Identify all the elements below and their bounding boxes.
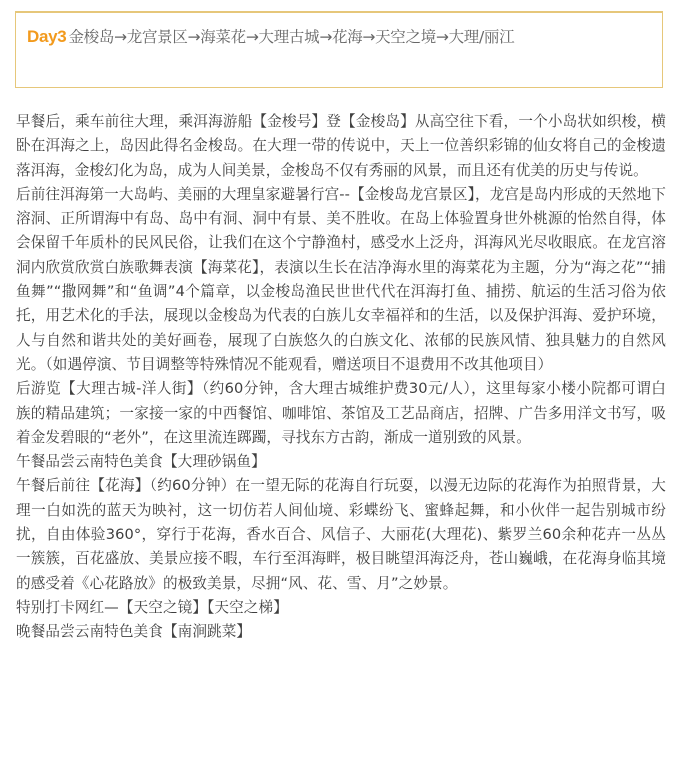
paragraph-dragon-palace: 后前往洱海第一大岛屿、美丽的大理皇家避暑行宫--【金梭岛龙宫景区】，龙宫是岛内形成的天然地下溶洞、正所谓海中有岛、岛中有洞、洞中有景、美不胜收。在岛上体验置身世外桃源的怡然自得，体会保留千年质朴的民风民俗，让我们在这个宁静渔村，感受水上泛舟，洱海风光尽收眼底。在龙宫溶洞内欣赏欣赏白族歌舞表演【海菜花】，表演以生长在洁净海水里的海菜花为主题，分为“海之花”“捕鱼舞”“撒网舞”和“鱼调”4个篇章，以金梭岛渔民世世代代在洱海打鱼、捕捞、航运的生活习俗为依托，用艺术化的手法，展现以金梭岛为代表的白族儿女幸福祥和的生活，以及保护洱海、爱护环境，人与自然和谐共处的美好画卷，展现了白族悠久的白族文化、浓郁的民族风情、独具魅力的自然风光。（如遇停演、节目调整等特殊情况不能观看，赠送项目不退费用不改其他项目） (16, 185, 666, 373)
day-label: Day3 (27, 27, 67, 46)
paragraph-flower-sea: 午餐后前往【花海】（约60分钟）在一望无际的花海自行玩耍，以漫无边际的花海作为拍照背景，大理一白如洗的蓝天为映衬，这一切仿若人间仙境、彩蝶纷飞、蜜蜂起舞，和小伙伴一起告别城市纷扰，自由体验360°，穿行于花海，香水百合、风信子、大丽花(大理花)、紫罗兰60余种花卉一丛丛一簇簇，百花盛放、美景应接不暇，车行至洱海畔，极目眺望洱海泛舟，苍山巍峨，在花海身临其境的感受着《心花路放》的极致美景，尽拥“风、花、雪、月”之妙景。 (16, 477, 666, 592)
day-header-box (15, 11, 663, 88)
paragraph-lunch: 午餐品尝云南特色美食【大理砂锅鱼】 (16, 453, 266, 471)
day-title (27, 27, 514, 47)
day-route: 金梭岛→龙宫景区→海菜花→大理古城→花海→天空之境→大理/丽江 (68, 28, 515, 46)
paragraph-dali-old-town: 后游览【大理古城-洋人街】（约60分钟，含大理古城维护费30元/人），这里每家小楼小院都可谓白族的精品建筑；一家接一家的中西餐馆、咖啡馆、茶馆及工艺品商店，招牌、广告多用洋文书写，吸着金发碧眼的“老外”，在这里流连踯躅，寻找东方古韵，渐成一道别致的风景。 (16, 380, 666, 446)
paragraph-dinner: 晚餐品尝云南特色美食【南涧跳菜】 (16, 623, 252, 641)
paragraph-checkin: 特别打卡网红—【天空之镜】【天空之梯】 (16, 598, 288, 616)
paragraph-jinsuo-island: 早餐后，乘车前往大理，乘洱海游船【金梭号】登【金梭岛】从高空往下看，一个小岛状如织梭，横卧在洱海之上，岛因此得名金梭岛。在大理一带的传说中，天上一位善织彩锦的仙女将自己的金梭遗落洱海，金梭幻化为岛，成为人间美景，金梭岛不仅有秀丽的风景，而且还有优美的历史与传说。 (16, 113, 666, 179)
itinerary-content (16, 110, 666, 645)
